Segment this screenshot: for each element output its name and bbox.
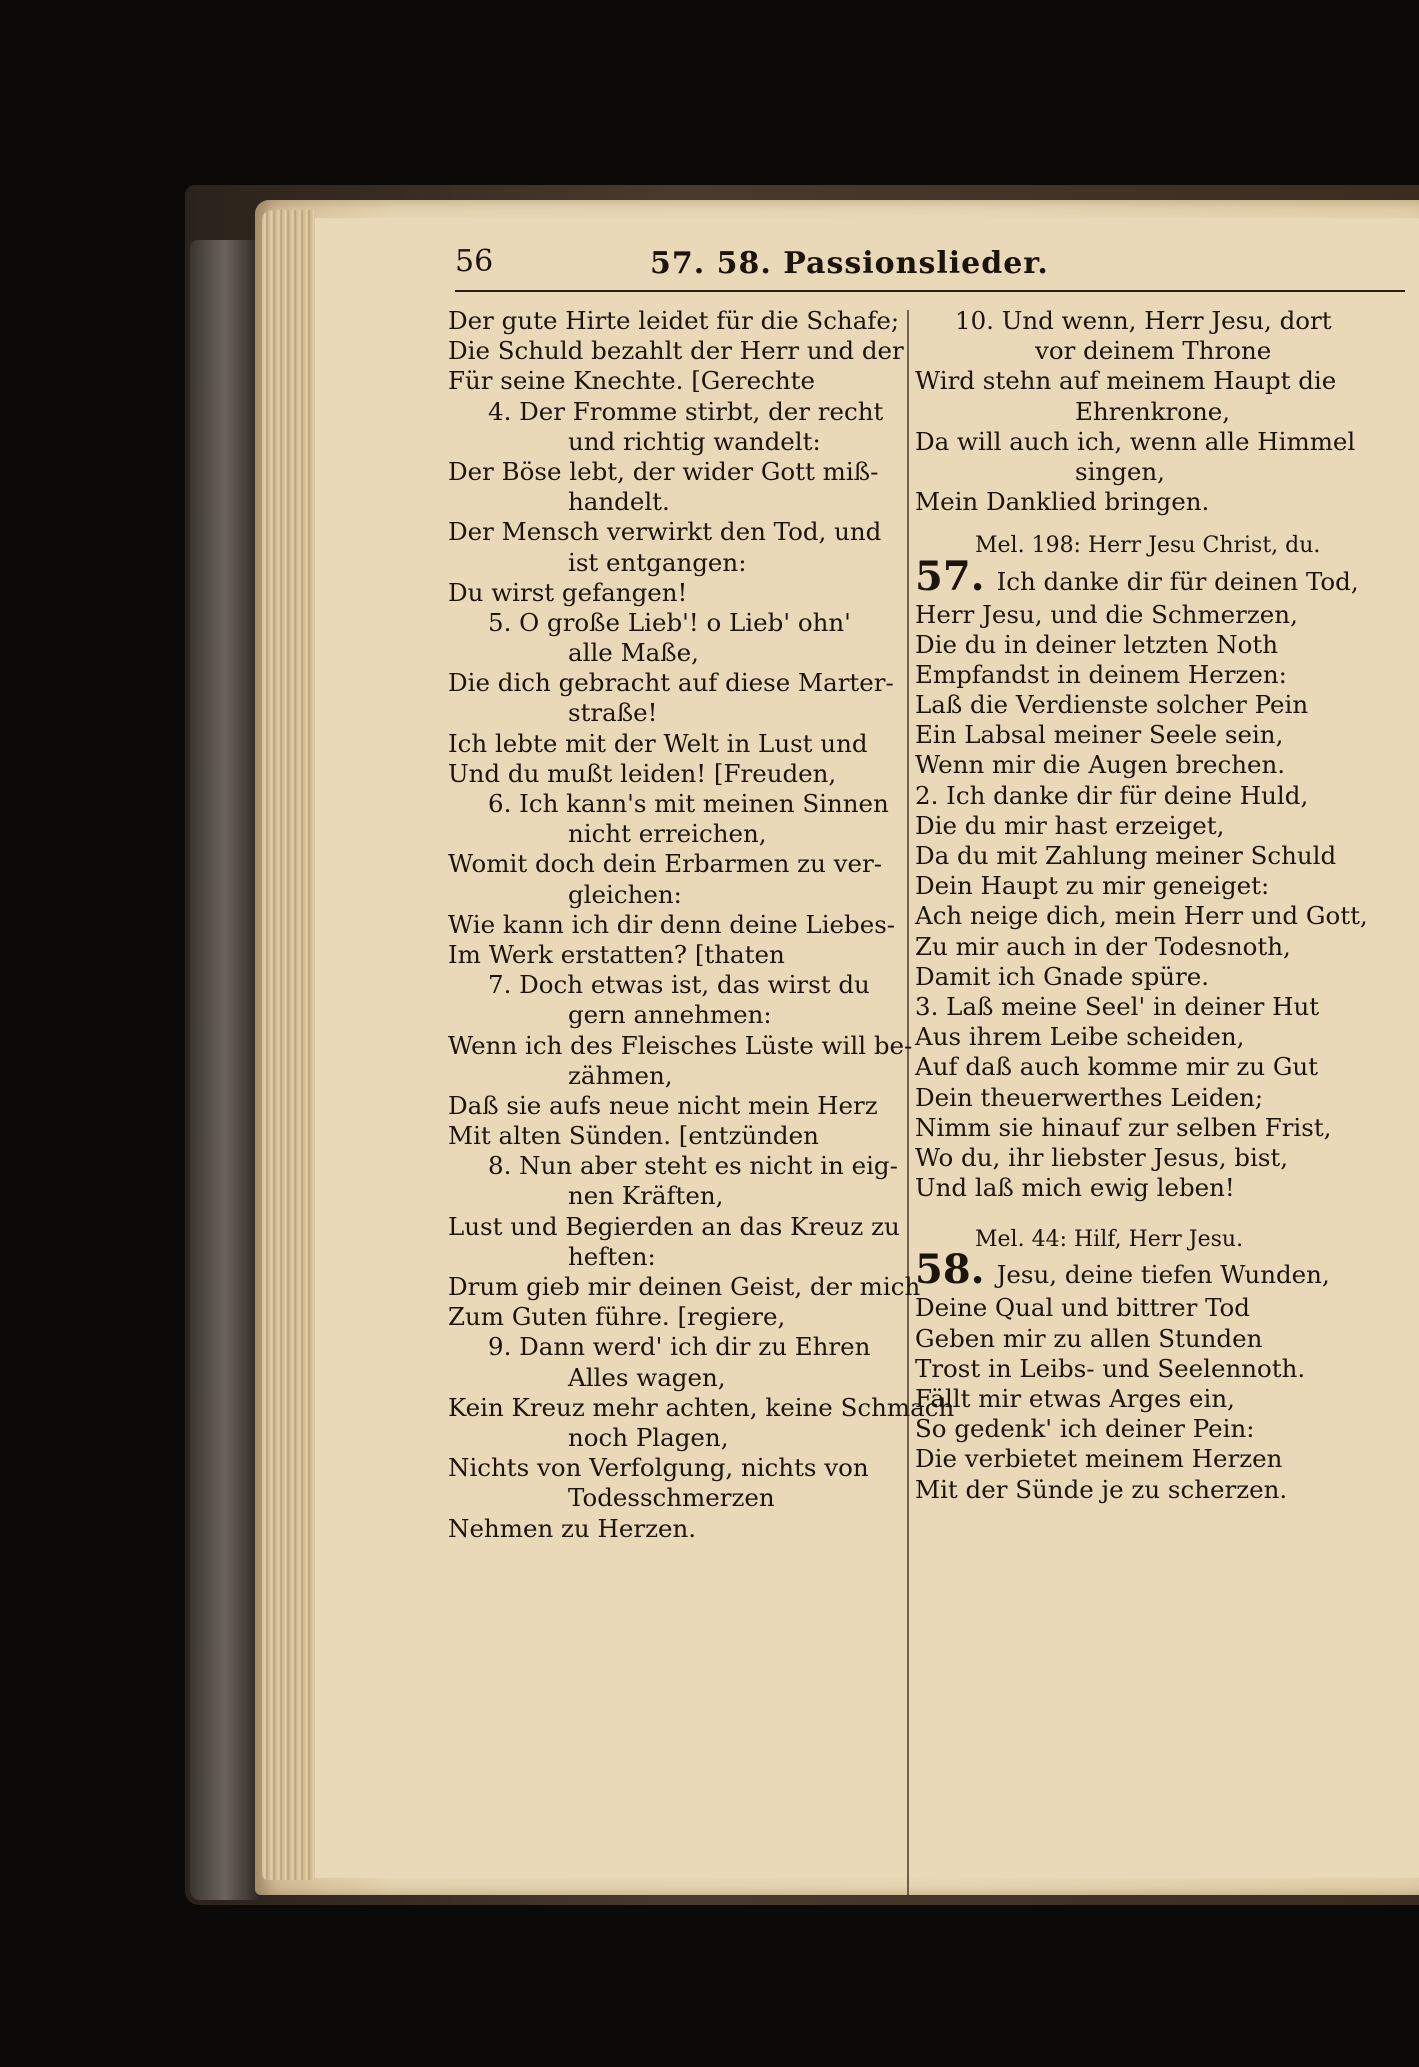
hymn57-melody: Mel. 198: Herr Jesu Christ, du. (975, 533, 1321, 559)
text-line: Geben mir zu allen Stunden (915, 1323, 1263, 1353)
text-line: Dein Haupt zu mir geneiget: (915, 871, 1270, 901)
text-line: Die Schuld bezahlt der Herr und der (448, 336, 904, 366)
text-line: alle Maße, (568, 638, 699, 668)
text-line: Todesschmerzen (568, 1483, 775, 1513)
text-line: Nimm sie hinauf zur selben Frist, (915, 1112, 1332, 1142)
text-line: Da du mit Zahlung meiner Schuld (915, 841, 1337, 870)
hymn58-lines (915, 1293, 1385, 1504)
text-line: Laß die Verdienste solcher Pein (915, 690, 1309, 720)
hymn58-melody: Mel. 44: Hilf, Herr Jesu. (975, 1227, 1244, 1253)
text-line: Wenn mir die Augen brechen. (915, 750, 1286, 780)
text-line: Die du in deiner letzten Noth (915, 629, 1279, 659)
page-header (455, 242, 1405, 292)
text-line: Wenn ich des Fleisches Lüste will be- (448, 1030, 913, 1060)
text-line: Ich lebte mit der Welt in Lust und (448, 728, 868, 758)
text-line: Die dich gebracht auf diese Marter- (448, 668, 894, 698)
text-line: handelt. (568, 487, 670, 517)
text-line: Der Mensch verwirkt den Tod, und (448, 517, 882, 547)
text-line: noch Plagen, (568, 1422, 729, 1452)
text-line: und richtig wandelt: (568, 426, 821, 456)
text-line: Zu mir auch in der Todesnoth, (915, 931, 1291, 961)
text-line: Wird stehn auf meinem Haupt die (915, 366, 1337, 396)
text-line: nen Kräften, (568, 1181, 724, 1211)
text-line: Herr Jesu, und die Schmerzen, (915, 599, 1298, 629)
text-line: Wo du, ihr liebster Jesus, bist, (915, 1142, 1289, 1172)
text-line: Die du mir hast erzeiget, (915, 810, 1225, 840)
text-line: Damit ich Gnade spüre. (915, 961, 1210, 991)
text-line: Da will auch ich, wenn alle Himmel (915, 426, 1356, 456)
text-line: Fällt mir etwas Arges ein, (915, 1384, 1235, 1413)
text-line: Ein Labsal meiner Seele sein, (915, 720, 1284, 750)
text-line: Nehmen zu Herzen. (448, 1513, 697, 1543)
text-line: Die verbietet meinem Herzen (915, 1444, 1283, 1474)
text-line: Im Werk erstatten? [thaten (448, 939, 785, 969)
text-line: Für seine Knechte. [Gerechte (448, 366, 815, 396)
hymn57-first-text: Ich danke dir für deinen Tod, (996, 566, 1359, 596)
text-line: nicht erreichen, (568, 819, 767, 849)
text-line: Empfandst in deinem Herzen: (915, 659, 1287, 689)
text-line: zähmen, (568, 1060, 673, 1090)
text-line: So gedenk' ich deiner Pein: (915, 1414, 1255, 1444)
text-line: Aus ihrem Leibe scheiden, (915, 1022, 1245, 1052)
book-spine-edge (190, 240, 260, 1900)
text-line: Ach neige dich, mein Herr und Gott, (915, 901, 1368, 931)
text-line: Kein Kreuz mehr achten, keine Schmach (448, 1392, 955, 1422)
text-line: Der Böse lebt, der wider Gott miß- (448, 456, 879, 486)
hymn57-lines (915, 600, 1385, 1204)
text-line: Deine Qual und bittrer Tod (915, 1293, 1250, 1323)
hymn58-first-line (915, 1246, 1385, 1294)
text-line: Zum Guten führe. [regiere, (448, 1302, 786, 1332)
hymn58-number: 58. (915, 1246, 985, 1294)
hymn58-first-text: Jesu, deine tiefen Wunden, (996, 1260, 1330, 1290)
text-line: 10. Und wenn, Herr Jesu, dort (955, 306, 1332, 335)
right-column (915, 306, 1385, 1505)
text-line: 5. O große Lieb'! o Lieb' ohn' (488, 607, 851, 637)
text-line: vor deinem Throne (1035, 336, 1272, 366)
text-line: Der gute Hirte leidet für die Schafe; (448, 306, 900, 335)
text-line: Nichts von Verfolgung, nichts von (448, 1453, 869, 1483)
text-line: Drum gieb mir deinen Geist, der mich (448, 1272, 921, 1301)
text-line: Du wirst gefangen! (448, 577, 688, 607)
text-line: Mit der Sünde je zu scherzen. (915, 1474, 1288, 1504)
text-line: 6. Ich kann's mit meinen Sinnen (488, 789, 889, 818)
text-line: Und du mußt leiden! [Freuden, (448, 758, 837, 788)
text-line: ist entgangen: (568, 547, 747, 577)
text-line: Dein theuerwerthes Leiden; (915, 1082, 1264, 1112)
text-line: Lust und Begierden an das Kreuz zu (448, 1211, 900, 1241)
hymn57-first-line (915, 552, 1385, 600)
text-line: 7. Doch etwas ist, das wirst du (488, 970, 870, 1000)
text-line: Mit alten Sünden. [entzünden (448, 1121, 819, 1151)
page-edges (262, 210, 314, 1880)
hymn56-ending (915, 306, 1385, 517)
text-line: gleichen: (568, 879, 682, 909)
text-line: Auf daß auch komme mir zu Gut (915, 1052, 1319, 1082)
text-line: Ehrenkrone, (1075, 396, 1231, 426)
text-line: 3. Laß meine Seel' in deiner Hut (915, 991, 1320, 1021)
text-line: 4. Der Fromme stirbt, der recht (488, 396, 884, 426)
book-page (315, 218, 1419, 1878)
text-line: gern annehmen: (568, 1000, 772, 1030)
text-line: Womit doch dein Erbarmen zu ver- (448, 849, 882, 879)
hymn57-number: 57. (915, 552, 985, 600)
text-line: Alles wagen, (568, 1362, 726, 1392)
text-line: 9. Dann werd' ich dir zu Ehren (488, 1332, 871, 1362)
text-line: singen, (1075, 456, 1165, 486)
page-number: 56 (455, 244, 494, 279)
text-line: Und laß mich ewig leben! (915, 1173, 1235, 1203)
text-line: straße! (568, 698, 658, 728)
text-line: Trost in Leibs- und Seelennoth. (915, 1353, 1306, 1383)
text-line: Wie kann ich dir denn deine Liebes- (448, 909, 896, 939)
text-line: Mein Danklied bringen. (915, 487, 1210, 517)
text-line: heften: (568, 1241, 656, 1271)
text-line: 8. Nun aber steht es nicht in eig- (488, 1151, 898, 1181)
running-title: 57. 58. Passionslieder. (650, 246, 1049, 281)
text-line: 2. Ich danke dir für deine Huld, (915, 780, 1309, 810)
text-line: Daß sie aufs neue nicht mein Herz (448, 1090, 878, 1120)
